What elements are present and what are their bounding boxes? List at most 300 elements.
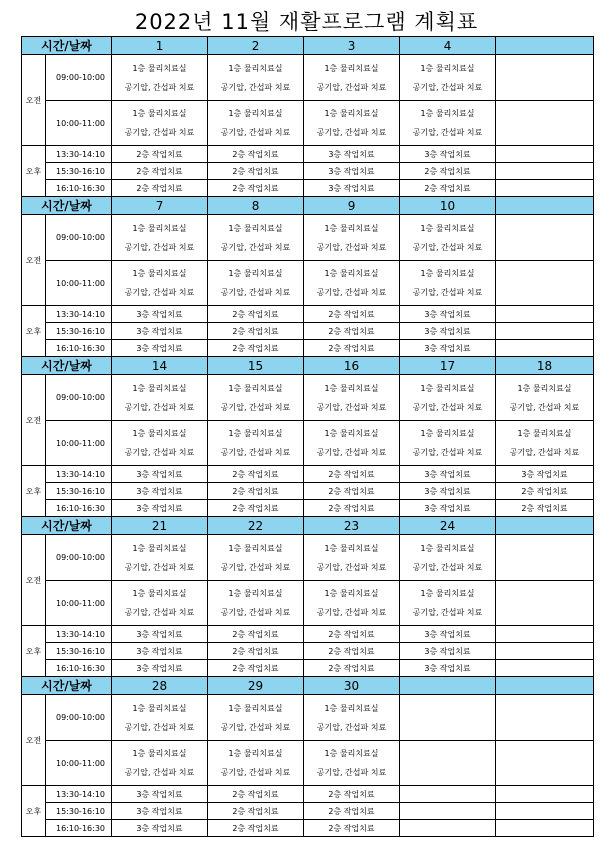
- am-activity-cell: [208, 101, 304, 146]
- activity-location: 1층 물리치료실: [132, 269, 187, 278]
- activity-location: 1층 물리치료실: [228, 429, 283, 438]
- time-slot: 10:00-11:00: [46, 261, 112, 306]
- pm-activity-cell: 2층 작업치료: [208, 786, 304, 803]
- time-date-label: 시간/날짜: [22, 517, 112, 535]
- am-activity-cell: [304, 741, 400, 786]
- pm-activity-cell: 2층 작업치료: [208, 803, 304, 820]
- activity-treatment: 공기압, 간섭파 치료: [124, 448, 195, 457]
- am-activity-cell: [400, 261, 496, 306]
- am-activity-cell: [496, 215, 594, 261]
- page-title: 2022년 11월 재활프로그램 계획표: [134, 10, 479, 34]
- am-activity-cell: [112, 215, 208, 261]
- activity-treatment: 공기압, 간섭파 치료: [316, 242, 387, 252]
- pm-activity-cell: 3층 작업치료: [112, 820, 208, 837]
- pm-activity-cell: 2층 작업치료: [208, 643, 304, 660]
- time-slot: 13:30-14:10: [46, 626, 112, 643]
- am-activity-cell: [304, 695, 400, 741]
- week-header-row: [22, 197, 594, 215]
- pm-activity-cell: 2층 작업치료: [208, 500, 304, 517]
- am-row: [22, 375, 594, 421]
- am-activity-cell: [496, 421, 594, 466]
- day-number: 8: [208, 197, 304, 215]
- pm-row: [22, 180, 594, 197]
- am-activity-cell: [208, 535, 304, 581]
- pm-activity-cell: 2층 작업치료: [304, 786, 400, 803]
- activity-location: 1층 물리치료실: [132, 429, 187, 438]
- week-header-row: [22, 517, 594, 535]
- week-header-row: [22, 677, 594, 695]
- day-number: 7: [112, 197, 208, 215]
- day-number: 21: [112, 517, 208, 535]
- pm-activity-cell: 2층 작업치료: [112, 180, 208, 197]
- day-number: 18: [496, 357, 594, 375]
- activity-treatment: 공기압, 간섭파 치료: [220, 82, 291, 92]
- activity-treatment: 공기압, 간섭파 치료: [412, 448, 483, 457]
- pm-activity-cell: 3층 작업치료: [112, 786, 208, 803]
- am-activity-cell: [112, 741, 208, 786]
- pm-activity-cell: 2층 작업치료: [304, 643, 400, 660]
- day-number: 24: [400, 517, 496, 535]
- time-slot: 09:00-10:00: [46, 215, 112, 261]
- am-activity-cell: [112, 261, 208, 306]
- am-activity-cell: [400, 421, 496, 466]
- activity-treatment: 공기압, 간섭파 치료: [412, 608, 483, 617]
- activity-location: 1층 물리치료실: [132, 703, 187, 713]
- am-activity-cell: [496, 741, 594, 786]
- session-pm-label: 오후: [22, 466, 46, 517]
- activity-treatment: 공기압, 간섭파 치료: [316, 448, 387, 457]
- activity-treatment: 공기압, 간섭파 치료: [124, 768, 195, 777]
- time-slot: 16:10-16:30: [46, 340, 112, 357]
- am-activity-cell: [208, 215, 304, 261]
- activity-location: 1층 물리치료실: [517, 429, 572, 438]
- pm-activity-cell: 3층 작업치료: [304, 146, 400, 163]
- pm-activity-cell: [496, 820, 594, 837]
- activity-treatment: 공기압, 간섭파 치료: [412, 562, 483, 572]
- day-number: 15: [208, 357, 304, 375]
- day-number: 22: [208, 517, 304, 535]
- activity-location: 1층 물리치료실: [324, 429, 379, 438]
- pm-activity-cell: 3층 작업치료: [112, 660, 208, 677]
- am-activity-cell: [112, 101, 208, 146]
- am-activity-cell: [400, 581, 496, 626]
- activity-treatment: 공기압, 간섭파 치료: [220, 288, 291, 297]
- day-number: 2: [208, 37, 304, 55]
- activity-treatment: 공기압, 간섭파 치료: [124, 722, 195, 732]
- session-pm-label: 오후: [22, 786, 46, 837]
- day-number: 28: [112, 677, 208, 695]
- am-row: [22, 55, 594, 101]
- am-activity-cell: [208, 741, 304, 786]
- activity-location: 1층 물리치료실: [420, 429, 475, 438]
- am-activity-cell: [304, 215, 400, 261]
- activity-location: 1층 물리치료실: [228, 543, 283, 553]
- activity-treatment: 공기압, 간섭파 치료: [220, 608, 291, 617]
- activity-treatment: 공기압, 간섭파 치료: [316, 82, 387, 92]
- time-slot: 09:00-10:00: [46, 55, 112, 101]
- time-date-label: 시간/날짜: [22, 197, 112, 215]
- activity-treatment: 공기압, 간섭파 치료: [220, 128, 291, 137]
- time-date-label: 시간/날짜: [22, 357, 112, 375]
- pm-activity-cell: 2층 작업치료: [208, 323, 304, 340]
- pm-activity-cell: 2층 작업치료: [496, 500, 594, 517]
- am-activity-cell: [112, 581, 208, 626]
- time-slot: 09:00-10:00: [46, 375, 112, 421]
- pm-row: [22, 820, 594, 837]
- pm-activity-cell: 2층 작업치료: [112, 163, 208, 180]
- am-activity-cell: [400, 695, 496, 741]
- activity-location: 1층 물리치료실: [420, 223, 475, 233]
- pm-activity-cell: 3층 작업치료: [400, 306, 496, 323]
- activity-treatment: 공기압, 간섭파 치료: [220, 722, 291, 732]
- pm-row: [22, 306, 594, 323]
- pm-activity-cell: 2층 작업치료: [304, 820, 400, 837]
- time-slot: 09:00-10:00: [46, 535, 112, 581]
- am-row: [22, 535, 594, 581]
- activity-treatment: 공기압, 간섭파 치료: [220, 448, 291, 457]
- activity-location: 1층 물리치료실: [324, 109, 379, 118]
- session-pm-label: 오후: [22, 146, 46, 197]
- time-slot: 15:30-16:10: [46, 323, 112, 340]
- schedule-body: [22, 37, 594, 837]
- session-am-label: 오전: [22, 695, 46, 786]
- am-activity-cell: [496, 535, 594, 581]
- day-number: [496, 37, 594, 55]
- pm-activity-cell: 2층 작업치료: [304, 340, 400, 357]
- activity-location: 1층 물리치료실: [324, 703, 379, 713]
- am-row: [22, 695, 594, 741]
- session-am-label: 오전: [22, 55, 46, 146]
- pm-activity-cell: 3층 작업치료: [112, 500, 208, 517]
- pm-activity-cell: [496, 306, 594, 323]
- am-activity-cell: [496, 581, 594, 626]
- am-activity-cell: [496, 695, 594, 741]
- activity-treatment: 공기압, 간섭파 치료: [412, 288, 483, 297]
- am-activity-cell: [112, 55, 208, 101]
- pm-activity-cell: 3층 작업치료: [400, 466, 496, 483]
- session-am-label: 오전: [22, 375, 46, 466]
- time-slot: 16:10-16:30: [46, 820, 112, 837]
- pm-activity-cell: 3층 작업치료: [400, 643, 496, 660]
- pm-activity-cell: 3층 작업치료: [112, 803, 208, 820]
- activity-location: 1층 물리치료실: [228, 703, 283, 713]
- session-am-label: 오전: [22, 215, 46, 306]
- am-activity-cell: [112, 421, 208, 466]
- pm-activity-cell: 3층 작업치료: [304, 163, 400, 180]
- pm-activity-cell: [496, 180, 594, 197]
- pm-activity-cell: 2층 작업치료: [208, 340, 304, 357]
- pm-activity-cell: 3층 작업치료: [400, 626, 496, 643]
- pm-activity-cell: 3층 작업치료: [400, 146, 496, 163]
- pm-activity-cell: 2층 작업치료: [304, 466, 400, 483]
- activity-location: 1층 물리치료실: [324, 63, 379, 73]
- day-number: 16: [304, 357, 400, 375]
- pm-row: [22, 483, 594, 500]
- day-number: 30: [304, 677, 400, 695]
- am-activity-cell: [496, 375, 594, 421]
- pm-activity-cell: 3층 작업치료: [400, 483, 496, 500]
- activity-treatment: 공기압, 간섭파 치료: [220, 242, 291, 252]
- am-activity-cell: [400, 215, 496, 261]
- activity-treatment: 공기압, 간섭파 치료: [316, 768, 387, 777]
- activity-treatment: 공기압, 간섭파 치료: [220, 402, 291, 412]
- pm-activity-cell: 2층 작업치료: [304, 660, 400, 677]
- time-slot: 16:10-16:30: [46, 660, 112, 677]
- am-activity-cell: [496, 101, 594, 146]
- activity-treatment: 공기압, 간섭파 치료: [316, 722, 387, 732]
- pm-activity-cell: 2층 작업치료: [208, 306, 304, 323]
- activity-treatment: 공기압, 간섭파 치료: [124, 242, 195, 252]
- pm-activity-cell: 3층 작업치료: [400, 660, 496, 677]
- am-activity-cell: [304, 535, 400, 581]
- time-slot: 13:30-14:10: [46, 146, 112, 163]
- activity-location: 1층 물리치료실: [132, 63, 187, 73]
- am-activity-cell: [400, 741, 496, 786]
- activity-treatment: 공기압, 간섭파 치료: [220, 768, 291, 777]
- am-activity-cell: [400, 535, 496, 581]
- activity-treatment: 공기압, 간섭파 치료: [124, 562, 195, 572]
- am-row: [22, 421, 594, 466]
- pm-activity-cell: 2층 작업치료: [304, 626, 400, 643]
- pm-activity-cell: 2층 작업치료: [304, 803, 400, 820]
- pm-activity-cell: 2층 작업치료: [208, 163, 304, 180]
- pm-activity-cell: [496, 323, 594, 340]
- am-activity-cell: [304, 101, 400, 146]
- activity-location: 1층 물리치료실: [324, 749, 379, 758]
- pm-row: [22, 146, 594, 163]
- pm-row: [22, 323, 594, 340]
- day-number: [496, 517, 594, 535]
- activity-location: 1층 물리치료실: [324, 383, 379, 393]
- activity-treatment: 공기압, 간섭파 치료: [509, 402, 580, 412]
- time-slot: 15:30-16:10: [46, 643, 112, 660]
- activity-location: 1층 물리치료실: [132, 383, 187, 393]
- day-number: [496, 677, 594, 695]
- time-slot: 16:10-16:30: [46, 180, 112, 197]
- day-number: 14: [112, 357, 208, 375]
- pm-row: [22, 803, 594, 820]
- pm-activity-cell: 3층 작업치료: [112, 483, 208, 500]
- pm-activity-cell: [496, 660, 594, 677]
- activity-treatment: 공기압, 간섭파 치료: [316, 562, 387, 572]
- activity-treatment: 공기압, 간섭파 치료: [316, 288, 387, 297]
- pm-activity-cell: [496, 163, 594, 180]
- day-number: 3: [304, 37, 400, 55]
- activity-treatment: 공기압, 간섭파 치료: [412, 242, 483, 252]
- am-row: [22, 261, 594, 306]
- day-number: 10: [400, 197, 496, 215]
- activity-location: 1층 물리치료실: [132, 109, 187, 118]
- am-row: [22, 215, 594, 261]
- time-slot: 16:10-16:30: [46, 500, 112, 517]
- am-activity-cell: [208, 55, 304, 101]
- pm-activity-cell: [496, 340, 594, 357]
- pm-activity-cell: 3층 작업치료: [400, 500, 496, 517]
- pm-activity-cell: [496, 146, 594, 163]
- session-pm-label: 오후: [22, 306, 46, 357]
- am-activity-cell: [304, 581, 400, 626]
- pm-activity-cell: 2층 작업치료: [208, 180, 304, 197]
- week-header-row: [22, 37, 594, 55]
- am-activity-cell: [208, 581, 304, 626]
- pm-row: [22, 626, 594, 643]
- pm-activity-cell: 3층 작업치료: [112, 643, 208, 660]
- am-row: [22, 581, 594, 626]
- pm-activity-cell: [400, 820, 496, 837]
- am-activity-cell: [400, 55, 496, 101]
- time-slot: 13:30-14:10: [46, 786, 112, 803]
- time-date-label: 시간/날짜: [22, 677, 112, 695]
- pm-activity-cell: 3층 작업치료: [112, 306, 208, 323]
- am-activity-cell: [400, 101, 496, 146]
- activity-location: 1층 물리치료실: [228, 63, 283, 73]
- schedule-table: [21, 36, 594, 837]
- pm-activity-cell: [496, 786, 594, 803]
- pm-activity-cell: 2층 작업치료: [208, 146, 304, 163]
- pm-activity-cell: 2층 작업치료: [208, 820, 304, 837]
- activity-treatment: 공기압, 간섭파 치료: [124, 608, 195, 617]
- pm-activity-cell: 3층 작업치료: [112, 626, 208, 643]
- am-activity-cell: [208, 421, 304, 466]
- time-slot: 15:30-16:10: [46, 483, 112, 500]
- pm-activity-cell: 3층 작업치료: [112, 340, 208, 357]
- pm-activity-cell: 3층 작업치료: [112, 323, 208, 340]
- pm-row: [22, 163, 594, 180]
- pm-activity-cell: 2층 작업치료: [304, 323, 400, 340]
- pm-activity-cell: 3층 작업치료: [304, 180, 400, 197]
- activity-location: 1층 물리치료실: [420, 589, 475, 598]
- time-slot: 15:30-16:10: [46, 163, 112, 180]
- pm-activity-cell: 2층 작업치료: [208, 626, 304, 643]
- pm-activity-cell: [496, 803, 594, 820]
- activity-treatment: 공기압, 간섭파 치료: [316, 402, 387, 412]
- am-row: [22, 101, 594, 146]
- activity-location: 1층 물리치료실: [228, 269, 283, 278]
- pm-row: [22, 466, 594, 483]
- pm-activity-cell: 2층 작업치료: [304, 500, 400, 517]
- activity-location: 1층 물리치료실: [420, 63, 475, 73]
- pm-activity-cell: 3층 작업치료: [400, 340, 496, 357]
- time-slot: 10:00-11:00: [46, 741, 112, 786]
- am-activity-cell: [208, 695, 304, 741]
- pm-activity-cell: 2층 작업치료: [208, 483, 304, 500]
- pm-activity-cell: 3층 작업치료: [400, 323, 496, 340]
- activity-location: 1층 물리치료실: [420, 269, 475, 278]
- pm-activity-cell: 2층 작업치료: [400, 180, 496, 197]
- am-activity-cell: [400, 375, 496, 421]
- pm-activity-cell: 2층 작업치료: [304, 483, 400, 500]
- activity-location: 1층 물리치료실: [132, 543, 187, 553]
- activity-location: 1층 물리치료실: [228, 749, 283, 758]
- activity-location: 1층 물리치료실: [420, 383, 475, 393]
- time-slot: 10:00-11:00: [46, 421, 112, 466]
- am-activity-cell: [208, 261, 304, 306]
- activity-treatment: 공기압, 간섭파 치료: [412, 82, 483, 92]
- activity-location: 1층 물리치료실: [324, 589, 379, 598]
- activity-location: 1층 물리치료실: [228, 223, 283, 233]
- activity-location: 1층 물리치료실: [228, 589, 283, 598]
- pm-activity-cell: 2층 작업치료: [208, 660, 304, 677]
- pm-activity-cell: [496, 626, 594, 643]
- time-slot: 10:00-11:00: [46, 101, 112, 146]
- pm-activity-cell: 2층 작업치료: [112, 146, 208, 163]
- pm-row: [22, 643, 594, 660]
- pm-row: [22, 660, 594, 677]
- pm-activity-cell: [400, 786, 496, 803]
- activity-location: 1층 물리치료실: [324, 543, 379, 553]
- activity-location: 1층 물리치료실: [420, 109, 475, 118]
- pm-row: [22, 786, 594, 803]
- day-number: 9: [304, 197, 400, 215]
- am-activity-cell: [304, 421, 400, 466]
- pm-activity-cell: 2층 작업치료: [400, 163, 496, 180]
- activity-location: 1층 물리치료실: [517, 383, 572, 393]
- pm-activity-cell: [496, 643, 594, 660]
- time-slot: 09:00-10:00: [46, 695, 112, 741]
- day-number: 23: [304, 517, 400, 535]
- pm-activity-cell: 3층 작업치료: [496, 466, 594, 483]
- week-header-row: [22, 357, 594, 375]
- time-slot: 10:00-11:00: [46, 581, 112, 626]
- time-date-label: 시간/날짜: [22, 37, 112, 55]
- activity-treatment: 공기압, 간섭파 치료: [124, 128, 195, 137]
- day-number: 4: [400, 37, 496, 55]
- activity-treatment: 공기압, 간섭파 치료: [412, 128, 483, 137]
- activity-treatment: 공기압, 간섭파 치료: [316, 128, 387, 137]
- am-activity-cell: [304, 55, 400, 101]
- activity-location: 1층 물리치료실: [324, 269, 379, 278]
- time-slot: 13:30-14:10: [46, 466, 112, 483]
- activity-location: 1층 물리치료실: [132, 223, 187, 233]
- activity-treatment: 공기압, 간섭파 치료: [124, 402, 195, 412]
- pm-activity-cell: [400, 803, 496, 820]
- am-activity-cell: [496, 261, 594, 306]
- am-activity-cell: [496, 55, 594, 101]
- am-activity-cell: [208, 375, 304, 421]
- pm-activity-cell: 2층 작업치료: [496, 483, 594, 500]
- pm-row: [22, 500, 594, 517]
- pm-activity-cell: 2층 작업치료: [208, 466, 304, 483]
- am-row: [22, 741, 594, 786]
- activity-treatment: 공기압, 간섭파 치료: [124, 288, 195, 297]
- activity-treatment: 공기압, 간섭파 치료: [412, 402, 483, 412]
- time-slot: 15:30-16:10: [46, 803, 112, 820]
- activity-location: 1층 물리치료실: [420, 543, 475, 553]
- day-number: 17: [400, 357, 496, 375]
- am-activity-cell: [112, 535, 208, 581]
- session-pm-label: 오후: [22, 626, 46, 677]
- pm-activity-cell: 2층 작업치료: [304, 306, 400, 323]
- day-number: 1: [112, 37, 208, 55]
- pm-activity-cell: 3층 작업치료: [112, 466, 208, 483]
- time-slot: 13:30-14:10: [46, 306, 112, 323]
- activity-treatment: 공기압, 간섭파 치료: [124, 82, 195, 92]
- activity-treatment: 공기압, 간섭파 치료: [316, 608, 387, 617]
- day-number: [400, 677, 496, 695]
- am-activity-cell: [112, 375, 208, 421]
- activity-location: 1층 물리치료실: [228, 109, 283, 118]
- day-number: [496, 197, 594, 215]
- am-activity-cell: [304, 375, 400, 421]
- activity-location: 1층 물리치료실: [324, 223, 379, 233]
- pm-row: [22, 340, 594, 357]
- am-activity-cell: [304, 261, 400, 306]
- session-am-label: 오전: [22, 535, 46, 626]
- activity-treatment: 공기압, 간섭파 치료: [509, 448, 580, 457]
- day-number: 29: [208, 677, 304, 695]
- am-activity-cell: [112, 695, 208, 741]
- activity-treatment: 공기압, 간섭파 치료: [220, 562, 291, 572]
